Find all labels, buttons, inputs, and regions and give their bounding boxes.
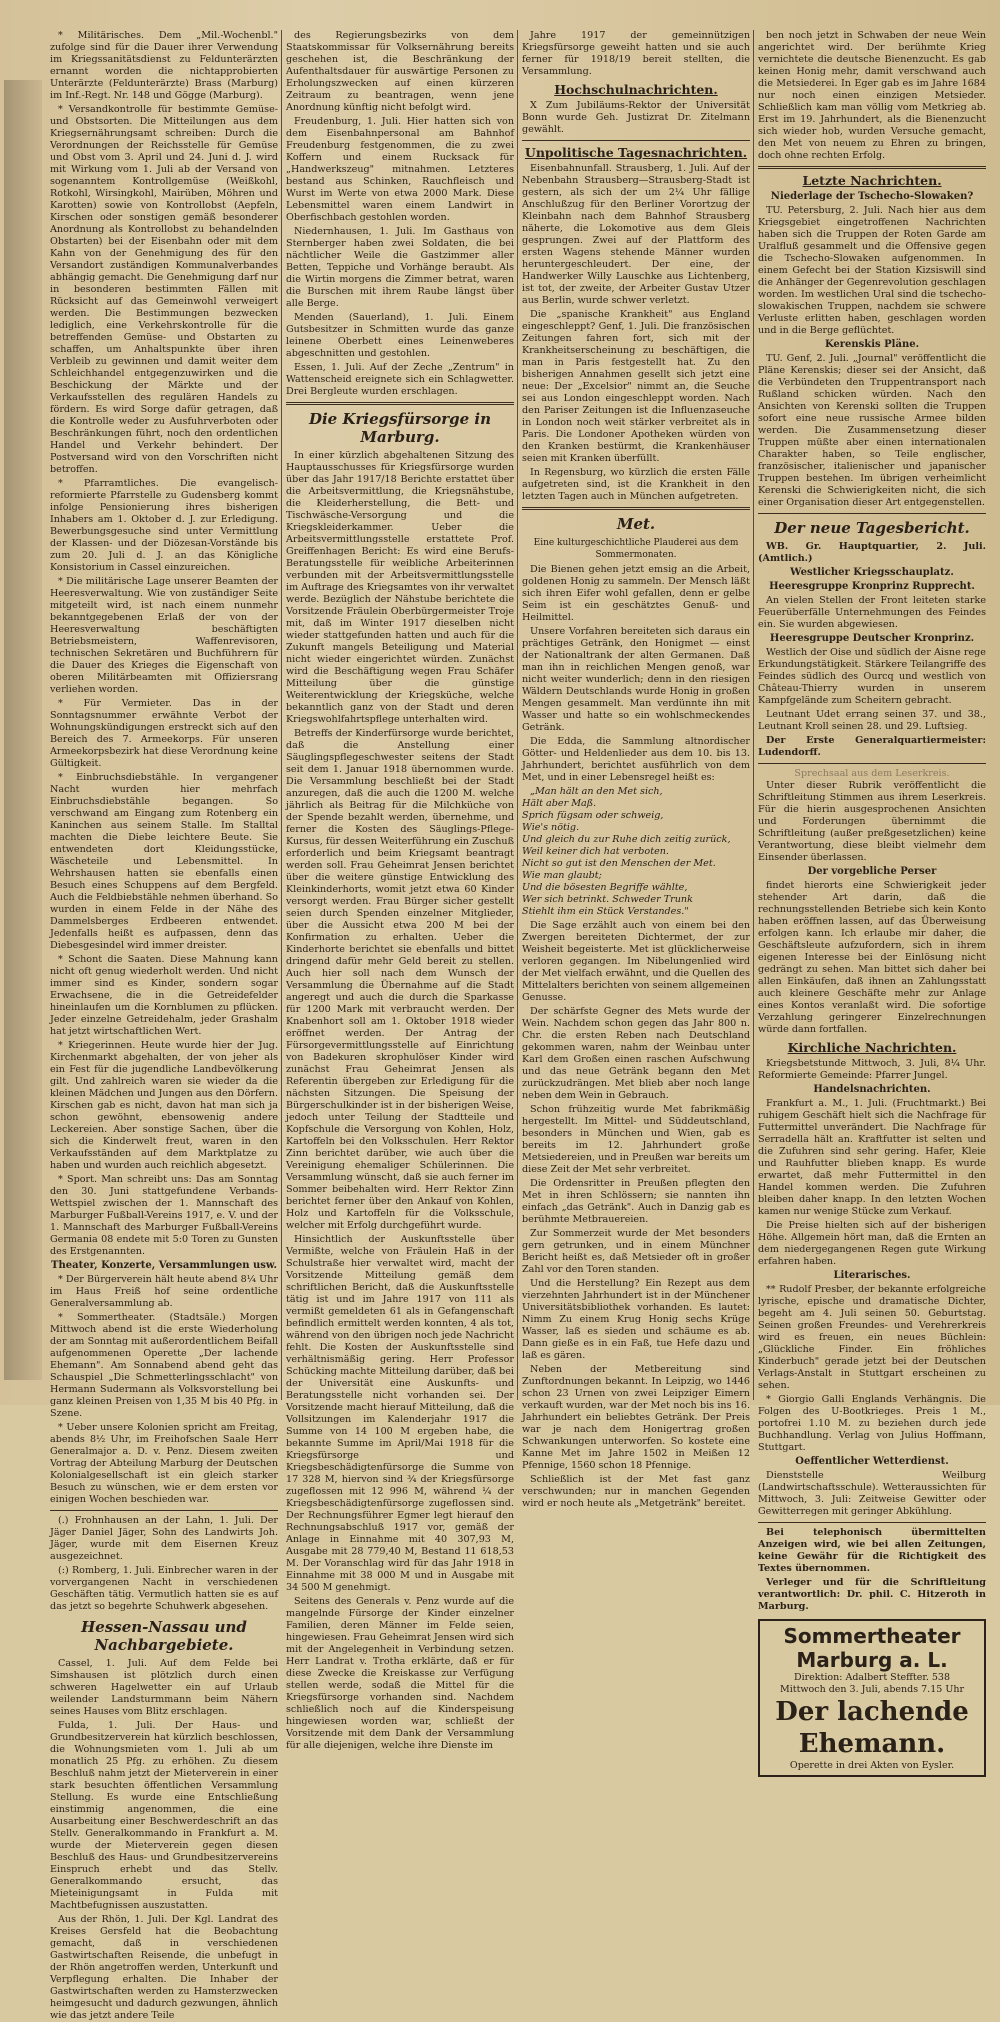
article-subheading: Heeresgruppe Kronprinz Rupprecht. — [769, 581, 975, 592]
imprint: Verleger und für die Schriftleitung verantwortlich: Dr. phil. C. Hitzeroth in Marburg. — [758, 1577, 986, 1612]
article-paragraph: Unter dieser Rubrik veröffentlicht die Schriftleitung Stimmen aus ihrem Leserkreis. Für die hierin ausgesprochenen Ansichten und Forderungen übernimmt die Schriftleitung (außer preßgesetzlichen) keine Verantwortung, diese bleibt vielmehr dem Einsender überlassen. — [758, 780, 986, 863]
section-heading: Literarisches. — [833, 1270, 911, 1281]
article-paragraph: Und die Herstellung? Ein Rezept aus dem vierzehnten Jahrhundert ist in der Münchener Universitätsbibliothek vorhanden. Es lautet: Nimm Zu einem Krug Honig sechs Krüge Wasser, laß es sieden und schäume es ab. Dann gieße es in ein Faß, tue Hefe dazu und laß es gären. — [522, 1278, 750, 1361]
article-paragraph: Leutnant Udet errang seinen 37. und 38., Leutnant Kroll seinen 28. und 29. Luftsieg. — [758, 709, 986, 732]
article-paragraph: Schon frühzeitig wurde Met fabrikmäßig hergestellt. Im Mittel- und Süddeutschland, besonders in München und Wien, gab es bereits im 12. Jahrhundert große Metsiedereien, und in Preußen war bereits um diese Zeit der Met sehr verbreitet. — [522, 1104, 751, 1175]
article-paragraph: * Der Bürgerverein hält heute abend 8¼ Uhr im Haus Freiß hof seine ordentliche Generalversammlung ab. — [50, 1274, 278, 1309]
notice: Bei telephonisch übermittelten Anzeigen wird, wie bei allen Zeitungen, keine Gewähr für die Richtigkeit des Textes übernommen. — [758, 1527, 986, 1574]
section-heading: Hessen-Nassau und Nachbargebiete. — [81, 1618, 247, 1654]
article-paragraph: Essen, 1. Juli. Auf der Zeche „Zentrum" in Wattenscheid ereignete sich ein Schlagwetter. Drei Bergleute wurden erschlagen. — [286, 362, 514, 397]
article-paragraph: des Regierungsbezirks von dem Staatskommissar für Volksernährung bereits geschehen ist, die Beschränkung der Aufenthaltsdauer für auswärtige Personen zu Erholungszwecken auf einen kürzeren Zeitraum zu beantragen, wenn jene Anordnung künftig nicht befolgt wird. — [286, 30, 514, 113]
column-4 — [758, 30, 986, 1771]
article-paragraph: * Für Vermieter. Das in der Sonntagsnummer erwähnte Verbot der Wohnungskündigungen erstreckt sich auf den Bereich des 7. Armeekorps. Für unseren Armeekorpsbezirk hat diese Verordnung keine Gültigkeit. — [50, 698, 278, 769]
article-subtitle: Eine kulturgeschichtliche Plauderei aus dem Sommermonaten. — [533, 538, 739, 560]
article-paragraph: * Sport. Man schreibt uns: Das am Sonntag den 30. Juni stattgefundene Verbands-Wettspiel zwischen der 1. Mannschaft des Marburger Fußball-Vereins 1917, e. V. und der 1. Mannschaft des Marburger Fußball-Vereins Germania 08 endete mit 5:0 Toren zu Gunsten des Erstgenannten. — [50, 1174, 278, 1257]
article-paragraph: Aus der Rhön, 1. Juli. Der Kgl. Landrat des Kreises Gersfeld hat die Beobachtung gemacht, daß in verschiedenen Gastwirtschaften Reisende, die unbefugt in der Rhön angetroffen werden, Unterkunft und Verpflegung erhalten. Die Inhaber der Gastwirtschaften werden zu Hamsterzwecken heimgesucht und dadurch gezwungen, ähnlich wie das jetzt andere Teile — [50, 1914, 278, 2021]
article-paragraph: Die Ordensritter in Preußen pflegten den Met in ihren Schlössern; sie nannten ihn einfach „das Getränk". Auch in Danzig gab es berühmte Metbrauereien. — [522, 1178, 750, 1225]
article-paragraph: (.) Frohnhausen an der Lahn, 1. Juli. Der Jäger Daniel Jäger, Sohn des Landwirts Joh. Jäger, wurde mit dem Eisernen Kreuz ausgezeichnet. — [50, 1515, 278, 1562]
article-paragraph: (:) Romberg, 1. Juli. Einbrecher waren in der vorvergangenen Nacht in verschiedenen Geschäften tätig. Vermutlich hatten sie es auf das jetzt so begehrte Schuhwerk abgesehen. — [50, 1565, 278, 1612]
article-paragraph: * Die militärische Lage unserer Beamten der Heeresverwaltung. Wie von zuständiger Seite mitgeteilt wird, ist nach einem nunmehr bekanntgegebenen Erlaß der von der Heeresverwaltung beschäftigten Betriebsmeistern, Waffenrevisoren, technischen Sekretären und Buchführern für die Dauer des Krieges die Eigenschaft von oberen Militärbeamten mit Offiziersrang verliehen worden. — [50, 576, 278, 695]
article-subheading: Heeresgruppe Deutscher Kronprinz. — [769, 633, 975, 644]
signature-line: Der Erste Generalquartiermeister: Ludendorff. — [758, 735, 986, 758]
article-paragraph: Unsere Vorfahren bereiteten sich daraus ein prächtiges Getränk, den Honigmet — einst der Nationaltrank der alten Germanen. Daß man ihn in reichlichen Mengen genoß, war nicht weiter wunderlich; denn in den riesigen Wäldern Deutschlands wurde Honig in großen Mengen gesammelt. Man verdünnte ihn mit Wasser und hatte so ein wohlschmeckendes Getränk. — [522, 626, 750, 733]
article-paragraph: Cassel, 1. Juli. Auf dem Felde bei Simshausen ist plötzlich durch einen schweren Hagelwetter ein auf Urlaub weilender Landsturmmann beim Nähern seines Hauses vom Blitz erschlagen. — [50, 1658, 278, 1717]
divider — [758, 763, 986, 764]
article-paragraph: * Schont die Saaten. Diese Mahnung kann nicht oft genug wiederholt werden. Und nicht immer sind es Kinder, sondern sogar Erwachsene, die in die Getreidefelder hineinlaufen um die Kornblumen zu pflücken. Jeder einzelne Getreidehalm, jeder Grashalm hat jetzt wirtschaftlichen Wert. — [50, 954, 278, 1037]
article-headline: Die Kriegsfürsorge in Marburg. — [308, 410, 492, 446]
divider — [522, 507, 750, 510]
article-paragraph: Freudenburg, 1. Juli. Hier hatten sich von dem Eisenbahnpersonal am Bahnhof Freudenburg festgenommen, die zu zwei Koffern und einem Rucksack für „Handwerkszeug" mitnahmen. Letzteres bestand aus Schinken, Rauchfleisch und Wurst im Werte von etwa 2000 Mark. Diese Lebensmittel waren einem Landwirt in Oberfischbach gestohlen worden. — [286, 116, 514, 223]
section-heading: Der neue Tagesbericht. — [774, 519, 970, 537]
article-paragraph: TU. Petersburg, 2. Juli. Nach hier aus dem Kriegsgebiet eingetroffenen Nachrichten haben sich die Truppen der Roten Garde am Uralfluß gesammelt und die Offensive gegen die Tschecho-Slowaken aufgenommen. In einem Gefecht bei der Station Kizsiswill sind die Anhänger der Gegenrevolution geschlagen worden. Im westlichen Ural sind die tschecho-slowakischen Truppen, nachdem sie schwere Verluste erlitten haben, geschlagen worden und in die Berge geflüchtet. — [758, 205, 986, 336]
article-paragraph: Seitens des Generals v. Penz wurde auf die mangelnde Fürsorge der Kinder einzelner Familien, deren Männer im Felde seien, hingewiesen. Frau Geheimrat Jensen wird sich mit der Angelegenheit in Verbindung setzen. Herr Landrat v. Trotha erklärte, daß er für diese Zwecke die Kreiskasse zur Verfügung stellen werde, sodaß die Mittel für die Kriegsfürsorge vorhanden sind. Nachdem schließlich noch auf die Kinderspeisung hingewiesen worden war, schließt der Vorsitzende mit dem Dank der Versammlung für alle diejenigen, welche ihre Dienste im — [286, 1596, 514, 1751]
section-heading: Letzte Nachrichten. — [802, 173, 942, 188]
article-paragraph: Westlich der Oise und südlich der Aisne rege Erkundungstätigkeit. Stärkere Teilangriffe des Feindes südlich des Ourcq und westlich von Château-Thierry wurden in unserem Kampfgelände zum Scheitern gebracht. — [758, 647, 986, 706]
dateline: WB. Gr. Hauptquartier, 2. Juli. (Amtlich.) — [758, 541, 986, 564]
article-subheading: Der vorgebliche Perser — [807, 866, 937, 877]
article-paragraph: Die Edda, die Sammlung altnordischer Götter- und Heldenlieder aus dem 10. bis 13. Jahrhundert, berichtet ausführlich von dem Met, und in einer Lebensregel heißt es: — [522, 736, 750, 783]
section-heading: Unpolitische Tagesnachrichten. — [524, 145, 748, 160]
article-paragraph: Menden (Sauerland), 1. Juli. Einem Gutsbesitzer in Schmitten wurde das ganze leinene Oberbett eines Leinenweberes abgeschnitten und gestohlen. — [286, 312, 514, 359]
article-paragraph: Kriegsbetstunde Mittwoch, 3. Juli, 8¼ Uhr. Reformierte Gemeinde: Pfarrer Jungel. — [758, 1058, 986, 1081]
poem-quote: „Man hält an den Met sich, Hält aber Maß. Sprich fügsam oder schweig, Wie's nötig. Und gleich du zur Ruhe dich zeitig zurück, Weil keiner dich hat verboten. Nicht so gut ist den Menschen der Met. Wie man glaubt; Und die bösesten Begriffe wählte, Wer sich betrinkt. Schweder Trunk Stiehlt ihm ein Stück Verstandes." — [522, 786, 731, 917]
divider — [286, 402, 514, 405]
ad-date: Mittwoch den 3. Juli, abends 7.15 Uhr — [780, 1684, 964, 1695]
article-paragraph: Eisenbahnunfall. Strausberg, 1. Juli. Auf der Nebenbahn Strausberg—Strausberg-Stadt ist gestern, als sich der um 2¼ Uhr fällige Anschlußzug für den Berliner Vorortzug der Kleinbahn nach dem Bahnhof Strausberg näherte, die Lokomotive aus dem Gleis gesprungen. Zwei auf der Plattform des ersten Wagens stehende Männer wurden heruntergeschleudert. Der eine, der Handwerker Willy Lauschke aus Lichtenberg, ist tot, der zweite, der Arbeiter Gustav Utzer aus Berlin, wurde schwer verletzt. — [522, 163, 750, 306]
article-paragraph: In einer kürzlich abgehaltenen Sitzung des Hauptausschusses für Kriegsfürsorge wurden über das Jahr 1917/18 Berichte erstattet über die Arbeitsvermittlung, die Kriegsnähstube, die Kleiderherstellung, die Bett- und Tischwäsche-Versorgung und die Kriegskleiderkammer. Ueber die Arbeitsvermittlungsstelle erstattete Prof. Greiffenhagen Bericht: Es wird eine Berufs-Beratungsstelle für weibliche Arbeiterinnen verbunden mit der Arbeitsvermittlungsstelle im Auftrage des Kriegsamtes von ihr verwaltet werde. Bezüglich der Nähstube berichtete die Vorsitzende Fräulein Oberbürgermeister Troje mit, daß im Winter 1917 dieselben nicht wieder stattgefunden hatten und auch für die Zukunft mangels Beteiligung und Material nicht wieder eingerichtet würden. Zunächst wird die Beschäftigung wegen Frau Schäfer Mitteilung über die günstige Weiterentwicklung der Kriegsküche, welche bekanntlich ganz von der Stadt und deren Kriegswohlfahrtspflege unterhalten wird. — [286, 450, 514, 725]
article-paragraph: Frankfurt a. M., 1. Juli. (Fruchtmarkt.) Bei ruhigem Geschäft hielt sich die Nachfrage für Futtermittel unverändert. Die Nachfrage für Serradella hält an. Kraftfutter ist selten und die Zufuhren sind sehr gering. Hafer, Kleie und Rauhfutter blieben knapp. Es wurde erwartet, daß mehr Futtermittel in den Handel kommen werden. Die Zufuhren bleiben daher knapp. In den letzten Wochen kamen nur wenige Stücke zum Verkauf. — [758, 1098, 986, 1217]
article-paragraph: Betreffs der Kinderfürsorge wurde berichtet, daß die Anstellung einer Säuglingspflegeschwester seitens der Stadt seit dem 1. Januar 1918 übernommen wurde. Die Versammlung beschließt bei der Stadt anzuregen, daß die auch die 1200 M. welche jährlich als Beitrag für die Milchküche von der Spende bezahlt werden, übernehme, und ferner die Kosten des Säuglings-Pflege-Kursus, für dessen Weiterführung ein Zuschuß erforderlich und beim Kriegsamt beantragt werden soll. Frau Geheimrat Jensen berichtet über die weitere günstige Entwicklung des Kleinkinderhorts, womit jetzt etwa 60 Kinder versorgt werden. Frau Bürger sicher gestellt seien durch Spenden einzelner Mitglieder, über die Aussicht etwa 200 M bei der Konfirmation zu erhalten. Ueber die Kinderhorte berichtet sie ebenfalls und bittet dringend dafür mehr Geld bereit zu stellen. Auch hier soll nach dem Wunsch der Versammlung die Übernahme auf die Stadt angeregt und auch die durch die Sparkasse für 1200 Mark mit verbraucht werden. Der Knabenhort soll am 1. Oktober 1918 wieder eröffnet werden. Der Antrag der Fürsorgevermittlungsstelle auf Einrichtung von Badekuren skrophulöser Kinder wird zunächst Frau Geheimrat Jensen als Referentin übergeben zur Erledigung für die nächsten Sitzungen. Die Speisung der Bürgerschulkinder ist in der bisherigen Weise, jedoch unter Teilung der Stadtteile und Kopfschule die Versorgung von Kohlen, Holz, Kartoffeln bei den Volksschulen. Herr Rektor Zinn berichtet darüber, wie auch über die Vereinigung ehemaliger Schülerinnen. Die Versammlung wünscht, daß sie auch ferner im Sommer beibehalten wird. Herr Rektor Zinn berichtet ferner über den Ankauf von Kohlen, Holz und Kartoffeln für die Volksschule, welcher mit Erfolg durchgeführt wurde. — [286, 728, 514, 1231]
divider — [758, 1522, 986, 1523]
ad-play-title: Der lachende Ehemann. — [775, 1697, 969, 1759]
article-paragraph: Neben der Metbereitung sind Zunftordnungen bekannt. In Leipzig, wo 1446 schon 23 Urnen von zwei Leipziger Eimern verkauft wurden, war der Met noch bis ins 16. Jahrhundert ein beliebtes Getränk. Der Preis war je nach dem Honigertrag großen Schwankungen unterworfen. So kostete eine Kanne Met im Jahre 1502 in Meißen 12 Pfennige, 1560 schon 18 Pfennige. — [522, 1364, 750, 1471]
column-1 — [50, 30, 278, 2021]
article-paragraph: X Zum Jubiläums-Rektor der Universität Bonn wurde Geh. Justizrat Dr. Zitelmann gewählt. — [522, 100, 750, 135]
article-paragraph: * Ueber unsere Kolonien spricht am Freitag, abends 8½ Uhr, im Freihofschen Saale Herr Generalmajor a. D. v. Penz. Diesem zweiten Vortrag der Abteilung Marburg der Deutschen Kolonialgesellschaft ist ein gleich starker Besuch zu wünschen, wie er dem ersten vor einigen Wochen beschieden war. — [50, 1422, 278, 1505]
article-headline: Met. — [616, 515, 656, 533]
section-heading: Handelsnachrichten. — [813, 1084, 931, 1095]
column-2 — [286, 30, 514, 1751]
divider — [50, 1510, 278, 1511]
article-paragraph: Die Preise hielten sich auf der bisherigen Höhe. Allgemein hört man, daß die Ernten an dem niedergegangenen Regen gute Wirkung erfahren haben. — [758, 1220, 986, 1267]
article-subheading: Westlicher Kriegsschauplatz. — [790, 567, 954, 578]
article-paragraph: Hinsichtlich der Auskunftsstelle über Vermißte, welche von Fräulein Haß in der Schulstraße hier verwaltet wird, macht der Vorsitzende Mitteilung gemäß dem schriftlichen Bericht, daß die Auskunftsstelle tätig ist und im Jahre 1917 von 111 als vermißt gemeldeten 61 als in Gefangenschaft befindlich ermittelt werden konnten, 4 als tot, während von den übrigen noch jede Nachricht fehlt. Die Kosten der Auskunftsstelle sind verhältnismäßig gering. Herr Professor Schücking machte Mitteilung darüber, daß bei der Universität eine Auskunfts- und Beratungsstelle nicht vorhanden sei. Der Vorsitzende macht hierauf Mitteilung, daß die Vollsitzungen im Kalenderjahr 1917 die Summe von 14 100 M ergeben habe, die bekannte Summe im April/Mai 1918 für die Kriegsfürsorge und Kriegsbeschädigtenfürsorge die Summe von 17 328 M, hiervon sind ¾ der Kriegsfürsorge zugeflossen mit 12 996 M, während ¼ der Kriegsbeschädigtenfürsorge zugeflossen sind. Der Rechnungsführer Egmer legt hierauf den Rechnungsabschluß 1917 vor, gemäß der Anlage in Einnahme mit 40 307,93 M, Ausgabe mit 28 779,40 M, Bestand 11 618,53 M. Der Voranschlag wird für das Jahr 1918 in Einnahme mit 38 000 M und in Ausgabe mit 34 500 M genehmigt. — [286, 1234, 514, 1593]
article-paragraph: * Pfarramtliches. Die evangelisch-reformierte Pfarrstelle zu Gudensberg kommt infolge Pensionierung ihres bisherigen Inhabers am 1. Oktober d. J. zur Erledigung. Bewerbungsgesuche sind unter Vermittlung der Klassen- und der Diözesan-Vorstände bis zum 20. Juli d. J. an das Königliche Konsistorium in Cassel einzureichen. — [50, 478, 278, 573]
article-paragraph: Niedernhausen, 1. Juli. Im Gasthaus von Sternberger haben zwei Soldaten, die bei nächtlicher Weile die Gastzimmer aller Betten, Teppiche und Vorhänge beraubt. Als die Wirtin morgens die Zimmer betrat, waren die Burschen mit ihrem Raube längst über alle Berge. — [286, 226, 514, 309]
article-paragraph: Dienststelle Weilburg (Landwirtschaftsschule). Wetteraussichten für Mittwoch, 3. Juli: Zeitweise Gewitter oder Gewitterregen mit geringer Abkühlung. — [758, 1470, 986, 1517]
article-paragraph: * Versandkontrolle für bestimmte Gemüse- und Obstsorten. Die Mitteilungen aus dem Kriegsernährungsamt schreiben: Durch die Verordnungen der Reichsstelle für Gemüse und Obst vom 3. April und 24. Juni d. J. wird mit Wirkung vom 1. Juli ab der Versand von sogenanntem Kontrollgemüse (Weißkohl, Rotkohl, Wirsingkohl, Mairüben, Möhren und Karotten) sowie von Kontrollobst (Aepfeln, Kirschen oder sonstigen gemäß besonderer Anordnung als Kontrollobst zu behandelnden Obstarten) bei der Eisenbahn oder mit dem Kahn von der Genehmigung des für den Versandort zuständigen Kommunalverbandes abhängig gemacht. Die Genehmigung darf nur in besonderen bestimmten Fällen mit Rücksicht auf das Gemeinwohl verweigert werden. Die Bestimmungen bezwecken lediglich, eine Verkehrskontrolle für die betreffenden Gemüse- und Obstarten zu schaffen, um Anhaltspunkte über ihren Verbleib zu gewinnen und damit weiter dem Schleichhandel entgegenzuwirken und die Beschickung der Märkte und der Verkaufsstellen des regulären Handels zu fördern. Es wird Sorge dafür getragen, daß die Kontrolle weder zu Ausfuhrverboten oder Beschränkungen führt, noch den ordentlichen Handel und Verkehr behindert. Der Postversand wird von den Vorschriften nicht betroffen. — [50, 104, 278, 475]
article-paragraph: ** Rudolf Presber, der bekannte erfolgreiche lyrische, epische und dramatische Dichter, begeht am 4. Juli seinen 50. Geburtstag. Seinen großen Freundes- und Verehrerkreis wird es freuen, ein neues Büchlein: „Glückliche Finder. Ein fröhliches Kinderbuch" gerade jetzt bei der Deutschen Verlags-Anstalt in Stuttgart erscheinen zu sehen. — [758, 1284, 986, 1391]
article-paragraph: TU. Genf, 2. Juli. „Journal" veröffentlicht die Pläne Kerenskis; dieser sei der Ansicht, daß die Verbündeten den Truppentransport nach Rußland schicken würden. Nach den Ansichten von Kerenski sollten die Truppen sofort eine neue russische Armee bilden werden. Die Zusammensetzung dieser Truppen müßte aber einen internationalen Charakter haben, so Teile englischer, französischer, italienischer und japanischer Truppen bestehen. Im übrigen verheimlicht Kerenski die Schwierigkeiten nicht, die sich einer Organisation dieser Art entgegenstellen. — [758, 353, 986, 508]
article-paragraph: * Einbruchsdiebstähle. In vergangener Nacht wurden hier mehrfach Einbruchsdiebstähle begangen. So verschwand am Eingang zum Rotenberg ein Kaninchen aus seinem Stalle. Im Stalltal machten die Diebe leichtere Beute. Sie entwendeten dort Kleidungsstücke, Wäscheteile und Lebensmittel. In Wehrshausen hatten sie ebenfalls einen Besuch eines Schuppens auf dem Bergfeld. Auch die Feldbiebstähle nehmen überhand. So wurden in einem Felde in der Nähe des Dammelsberges Erdbeeren entwendet. Jedenfalls heißt es aufpassen, denn das Diebesgesindel wird immer dreister. — [50, 772, 278, 951]
divider — [758, 513, 986, 514]
ad-play-subtitle: Operette in drei Akten von Eysler. — [789, 1760, 955, 1771]
ad-director: Direktion: Adalbert Steffter. 538 — [793, 1672, 951, 1683]
article-paragraph: Der schärfste Gegner des Mets wurde der Wein. Nachdem schon gegen das Jahr 800 n. Chr. die ersten Reben nach Deutschland gekommen waren, nahm der Weinbau unter Karl dem Großen einen raschen Aufschwung und das neue Getränk begann den Met zurückzudrängen. Met blieb aber noch lange neben dem Wein in Gebrauch. — [522, 1006, 750, 1101]
column-3 — [522, 30, 751, 1509]
section-heading: Kirchliche Nachrichten. — [787, 1040, 957, 1055]
section-heading: Hochschulnachrichten. — [554, 82, 718, 97]
article-paragraph: Die „spanische Krankheit" aus England eingeschleppt? Genf, 1. Juli. Die französischen Zeitungen fahren fort, sich mit der Krankheitserscheinung zu beschäftigen, die man in Paris festgestellt hat. Zu den bisherigen Annahmen gesellt sich jetzt eine neue: Der „Excelsior" nimmt an, die Seuche sei aus London eingeschleppt worden. Nach den Pariser Zeitungen ist die Influenzaseuche in London noch weit stärker verbreitet als in Paris. Die Londoner Apotheken würden von den Kranken bestürmt, die Krankenhäuser seien mit Kranken überfüllt. — [522, 309, 750, 464]
ad-title: Sommertheater Marburg a. L. — [783, 1624, 961, 1672]
article-paragraph: Schließlich ist der Met fast ganz verschwunden; nur in manchen Gegenden wird er noch heute als „Metgetränk" bereitet. — [522, 1474, 750, 1509]
article-paragraph: * Giorgio Galli Englands Verhängnis. Die Folgen des U-Bootkrieges. Preis 1 M., portofrei 1.10 M. zu beziehen durch jede Buchhandlung. Verlag von Julius Hoffmann, Stuttgart. — [758, 1394, 986, 1453]
article-paragraph: * Militärisches. Dem „Mil.-Wochenbl." zufolge sind für die Dauer ihrer Verwendung im Kriegssanitätsdienst zu Feldunterärzten ernannt worden die nichtapprobierten Unterärzte (Feldunterärzte) Brass (Marburg) im Inf.-Regt. Nr. 148 und Gögge (Marburg). — [50, 30, 278, 101]
article-paragraph: Jahre 1917 der gemeinnützigen Kriegsfürsorge geweiht hatten und sie auch ferner für 1918/19 bereit stellten, die Versammlung. — [522, 30, 750, 77]
divider — [522, 140, 750, 141]
article-paragraph: Zur Sommerzeit wurde der Met besonders gern getrunken, und in einem Münchner Bericht heißt es, daß Metsieder oft in großer Zahl vor den Toren standen. — [522, 1228, 750, 1275]
article-subheading: Kerenskis Pläne. — [824, 339, 920, 350]
article-paragraph: An vielen Stellen der Front leiteten starke Feuerüberfälle Unternehmungen des Feindes ein. Sie wurden abgewiesen. — [758, 595, 986, 630]
article-paragraph: Fulda, 1. Juli. Der Haus- und Grundbesitzerverein hat kürzlich beschlossen, die Wohnungsmieten vom 1. Juli ab um monatlich 25 Pfg. zu erhöhen. Zu diesem Beschluß nahm jetzt der Mieterverein in einer stark besuchten öffentlichen Versammlung Stellung. Es wurde eine Entschließung einstimmig angenommen, die eine Ausarbeitung einer Beschwerdeschrift an das Stellv. Generalkommando in Frankfurt a. M. wurde der Mieterverein gegen diesen Beschluß des Haus- und Grundbesitzervereins Einspruch erhebt und das Stellv. Generalkommando ersucht, das Mieteinigungsamt in Fulda mit Machtbefugnissen auszustatten. — [50, 1720, 278, 1911]
article-subheading: Niederlage der Tschecho-Slowaken? — [770, 191, 974, 202]
article-paragraph: * Sommertheater. (Stadtsäle.) Morgen Mittwoch abend ist die erste Wiederholung der am Sonntag mit außerordentlichem Beifall aufgenommenen Operette „Der lachende Ehemann". Am Sonnabend abend geht das Schauspiel „Die Schmetterlingsschlacht" von Hermann Sudermann als Volksvorstellung bei ganz kleinen Preisen von 1,35 M bis 40 Pfg. in Szene. — [50, 1312, 278, 1419]
section-subheading: Theater, Konzerte, Versammlungen usw. — [51, 1260, 277, 1271]
article-paragraph: Die Sage erzählt auch von einem bei den Zwergen bereiteten Dichtermet, der zur Weisheit begeisterte. Met ist glücklicherweise verloren gegangen. Im Nibelungenlied wird der Met vielfach erwähnt, und die Quellen des Mittelalters berichten von seinem allgemeinen Genusse. — [522, 920, 750, 1003]
article-paragraph: findet hierorts eine Schwierigkeit jeder stehender Art darin, daß die rechnungsstellenden Betriebe sich kein Konto haben eröffnen lassen, auf das Überweisung erfolgen kann. Ich erlaube mir daher, die Geschäftsleute aufzufordern, sich in ihrem eigenen Interesse bei der Einlösung nicht gedrängt zu sehen. Man bittet sich daher bei allen Einkäufen, daß ihnen an Zahlungsstatt auch kleinere Geschäfte mehr zur Anlage eines Kontos veranlaßt wird. Die sofortige Verzahlung geringerer Einzelrechnungen würde dann fortfallen. — [758, 880, 986, 1035]
article-paragraph: ben noch jetzt in Schwaben der neue Wein angerichtet wird. Der berühmte Krieg vernichtete die deutsche Bienenzucht. Es gab keinen Honig mehr, damit verschwand auch die Metsiederei. In Eger gab es im Jahre 1684 nur noch einen einzigen Metsieder. Schließlich kam man völlig vom Metkrieg ab. Erst im 19. Jahrhundert, als die Bienenzucht sich wieder hob, wurden Versuche gemacht, den Met von neuem zu Ehren zu bringen, doch ohne rechten Erfolg. — [758, 30, 986, 161]
section-heading: Oeffentlicher Wetterdienst. — [795, 1456, 949, 1467]
article-paragraph: Die Bienen gehen jetzt emsig an die Arbeit, goldenen Honig zu sammeln. Der Mensch läßt sich ihren Eifer wohl gefallen, denn er gelbe Seim ist ein geschätztes Genuß- und Heilmittel. — [522, 564, 750, 623]
article-paragraph: In Regensburg, wo kürzlich die ersten Fälle aufgetreten sind, ist die Krankheit in den letzten Tagen auch in München aufgetreten. — [522, 467, 750, 502]
article-paragraph: * Kriegerinnen. Heute wurde hier der Jug. Kirchenmarkt abgehalten, der von jeher als ein Fest für die jugendliche Landbevölkerung gilt. Und zahlreich waren sie wieder da die kleinen Mädchen und Jungen aus den Dörfern. Kirschen gab es nicht, davon hat man sich ja schon gewöhnt, ebensowenig andere Leckereien. Aber sonstige Sachen, über die sich die Kinderwelt freut, waren in den Verkaufsständen auf dem Marktplatze zu haben und wurden auch reichlich abgesetzt. — [50, 1040, 278, 1171]
binding-shadow — [4, 80, 42, 1380]
divider — [758, 166, 986, 169]
faded-heading: Sprechsaal aus dem Leserkreis. — [794, 768, 950, 779]
theater-advertisement — [758, 1619, 986, 1777]
